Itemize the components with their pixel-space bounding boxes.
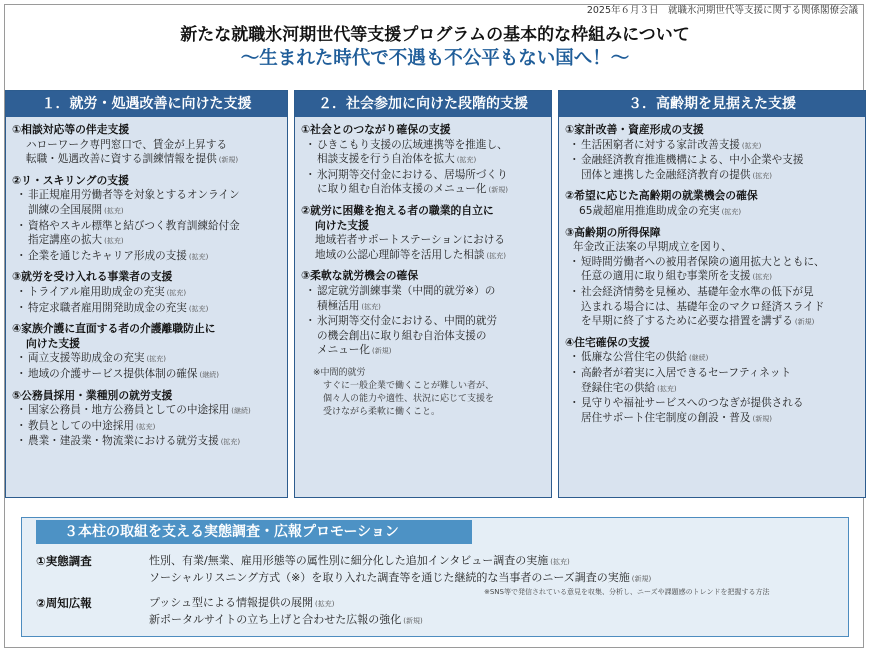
section-title: ②希望に応じた高齢期の就業機会の確保 (565, 189, 758, 203)
list-item: ・ トライアル雇用助成金の充実 (拡充) (16, 285, 281, 301)
list-item: ・ ひきこもり支援の広域連携等を推進し、 相談支援を行う自治体を拡大 (拡充) (305, 138, 545, 168)
pillar-3-section-3 (565, 226, 859, 330)
pillar-3-section-2 (565, 189, 859, 219)
section-text: 地域若者サポートステーションにおける 地域の公認心理師等を活用した相談 (拡充) (315, 234, 506, 261)
status-tag: (新規) (488, 186, 508, 195)
list-item: ・ 地域の介護サービス提供体制の確保 (継続) (16, 367, 281, 383)
status-tag: (拡充) (456, 156, 477, 165)
section-title: ③柔軟な就労機会の確保 (301, 269, 419, 283)
status-tag: (拡充) (657, 384, 677, 393)
pillar-1-section-5 (12, 389, 281, 450)
pillar-1-section-2 (12, 174, 281, 265)
list-item: ・ 見守りや福祉サービスへのつなぎが提供される 居住サポート住宅制度の創設・普及 (新規) (569, 396, 859, 426)
footnote-intermediate-employment (301, 367, 545, 419)
status-tag: (拡充) (741, 141, 762, 150)
support-measures-heading: ３本柱の取組を支える実態調査・広報プロモーション (36, 520, 472, 544)
section-title: ②就労に困難を抱える者の職業的自立に 向けた支援 (301, 203, 494, 232)
status-tag: (新規) (631, 575, 652, 583)
section-title: ③高齢期の所得保障 (565, 225, 661, 239)
status-tag: (継続) (231, 407, 251, 416)
list-item: ・ 短時間労働者への被用者保険の適用拡大とともに、 任意の適用に取り組む事業所を支援 (拡充) (569, 255, 859, 285)
pillar-3-heading: ３．高齢期を見据えた支援 (559, 91, 865, 117)
status-tag: (拡充) (721, 207, 742, 216)
section-title: ⑤公務員採用・業種別の就労支援 (12, 388, 173, 402)
status-tag: (拡充) (550, 558, 570, 566)
page-title: 新たな就職氷河期世代等支援プログラムの基本的な枠組みについて (180, 25, 690, 45)
list-item: ・ 非正規雇用労働者等を対象とするオンライン 訓練の全国展開 (拡充) (16, 188, 281, 218)
status-tag: (拡充) (104, 237, 124, 246)
list-item: ・ 両立支援等助成金の充実 (拡充) (16, 351, 281, 367)
pillar-3-section-1 (565, 123, 859, 183)
list-item: ・ 金融経済教育推進機構による、中小企業や支援 団体と連携した金融経済教育の提供 (拡充) (569, 153, 859, 183)
section-title: ②リ・スキリングの支援 (12, 173, 129, 187)
list-item: ・ 氷河期等交付金における、居場所づくり に取り組む自治体支援のメニュー化 (新規) (305, 168, 545, 198)
pillar-1-heading: １．就労・処遇改善に向けた支援 (6, 91, 287, 117)
source-caption: 2025年６月３日 就職氷河期世代等支援に関する関係閣僚会議 (586, 5, 858, 16)
list-item: ・ 国家公務員・地方公務員としての中途採用 (継続) (16, 403, 281, 419)
pillar-2-section-1 (301, 123, 545, 198)
status-tag: (拡充) (188, 304, 209, 313)
status-tag: (拡充) (135, 422, 156, 431)
section-title: ④住宅確保の支援 (565, 335, 650, 349)
status-tag: (新規) (403, 617, 423, 625)
list-item: ・ 教員としての中途採用 (拡充) (16, 419, 281, 435)
pillar-1-section-1 (12, 123, 281, 168)
status-tag: (拡充) (146, 355, 166, 364)
status-tag: (拡充) (166, 288, 187, 297)
pillar-1-section-4 (12, 322, 281, 382)
list-item: ・ 氷河期等交付金における、中間的就労 の機会創出に取り組む自治体支援の メニュー化 (新規) (305, 314, 545, 359)
pillar-2-section-3 (301, 269, 545, 359)
publicity-text: プッシュ型による情報提供の展開 (拡充) 新ポータルサイトの立ち上げと合わせた広報の強化 (新規) (149, 596, 423, 626)
survey-label: ①実態調査 (36, 554, 92, 568)
section-text: 65歳超雇用推進助成金の充実 (拡充) (579, 204, 742, 217)
page-subtitle: ～生まれた時代で不遇も不公平もない国へ！～ (240, 48, 630, 69)
section-text: ハローワーク専門窓口で、賃金が上昇する 転職・処遇改善に資する訓練情報を提供 (新規) (26, 138, 239, 166)
status-tag: (拡充) (361, 302, 381, 311)
status-tag: (拡充) (104, 206, 124, 215)
list-item: ・ 高齢者が着実に入居できるセーフティネット 登録住宅の供給 (拡充) (569, 366, 859, 396)
status-tag: (新規) (218, 156, 239, 165)
list-item: ・ 資格やスキル標準と結びつく教育訓練給付金 指定講座の拡大 (拡充) (16, 219, 281, 249)
list-item: ・ 生活困窮者に対する家計改善支援 (拡充) (569, 138, 859, 154)
list-item: ・ 社会経済情勢を見極め、基礎年金水準の低下が見 込まれる場合には、基礎年金のマクロ経済スライド を早期に終了するために必要な措置を講ずる (新規) (569, 285, 859, 330)
status-tag: (継続) (199, 370, 219, 379)
list-item: ・ 低廉な公営住宅の供給 (継続) (569, 350, 859, 366)
status-tag: (拡充) (752, 171, 772, 180)
section-text: 年金改正法案の早期成立を図り、 (573, 241, 732, 254)
section-title: ①家計改善・資産形成の支援 (565, 123, 704, 136)
list-item: ・ 特定求職者雇用開発助成金の充実 (拡充) (16, 301, 281, 317)
list-item: ・ 企業を通じたキャリア形成の支援 (拡充) (16, 249, 281, 265)
pillar-2-panel (294, 90, 552, 498)
footnote-body: すぐに一般企業で働くことが難しい者が、 個々人の能力や適性、状況に応じて支援を 受けながら柔軟に働くこと。 (323, 380, 495, 417)
pillar-2-heading: ２．社会参加に向けた段階的支援 (295, 91, 551, 117)
survey-text: 性別、有業/無業、雇用形態等の属性別に細分化した追加インタビュー調査の実施 (拡充) ソーシャルリスニング方式（※）を取り入れた調査等を通じた継続的な当事者のニーズ調査の実施 (新規) (149, 554, 652, 584)
status-tag: (拡充) (752, 273, 772, 282)
pillar-1-section-3 (12, 270, 281, 316)
section-title: ④家族介護に直面する者の介護離職防止に 向けた支援 (12, 322, 216, 350)
pillar-3-panel (558, 90, 866, 498)
section-title: ③就労を受け入れる事業者の支援 (12, 270, 173, 284)
footnote-title: ※中間的就労 (313, 367, 366, 378)
pillar-3-section-4 (565, 336, 859, 427)
status-tag: (拡充) (188, 252, 209, 261)
section-title: ①社会とのつながり確保の支援 (301, 123, 451, 136)
status-tag: (継続) (688, 354, 709, 363)
social-listening-footnote: ※SNS等で発信されている意見を収集、分析し、ニーズや課題感のトレンドを把握する方法 (484, 588, 770, 596)
status-tag: (新規) (752, 414, 772, 423)
list-item: ・ 認定就労訓練事業（中間的就労※）の 積極活用 (拡充) (305, 284, 545, 314)
status-tag: (拡充) (220, 438, 241, 447)
status-tag: (新規) (794, 318, 815, 327)
support-measures-panel (21, 517, 849, 637)
status-tag: (拡充) (315, 600, 335, 608)
status-tag: (新規) (371, 347, 392, 356)
list-item: ・ 農業・建設業・物流業における就労支援 (拡充) (16, 434, 281, 450)
section-title: ①相談対応等の伴走支援 (12, 123, 130, 136)
pillar-1-panel (5, 90, 288, 498)
status-tag: (拡充) (486, 251, 506, 260)
publicity-label: ②周知広報 (36, 596, 92, 610)
pillar-2-section-2 (301, 204, 545, 263)
